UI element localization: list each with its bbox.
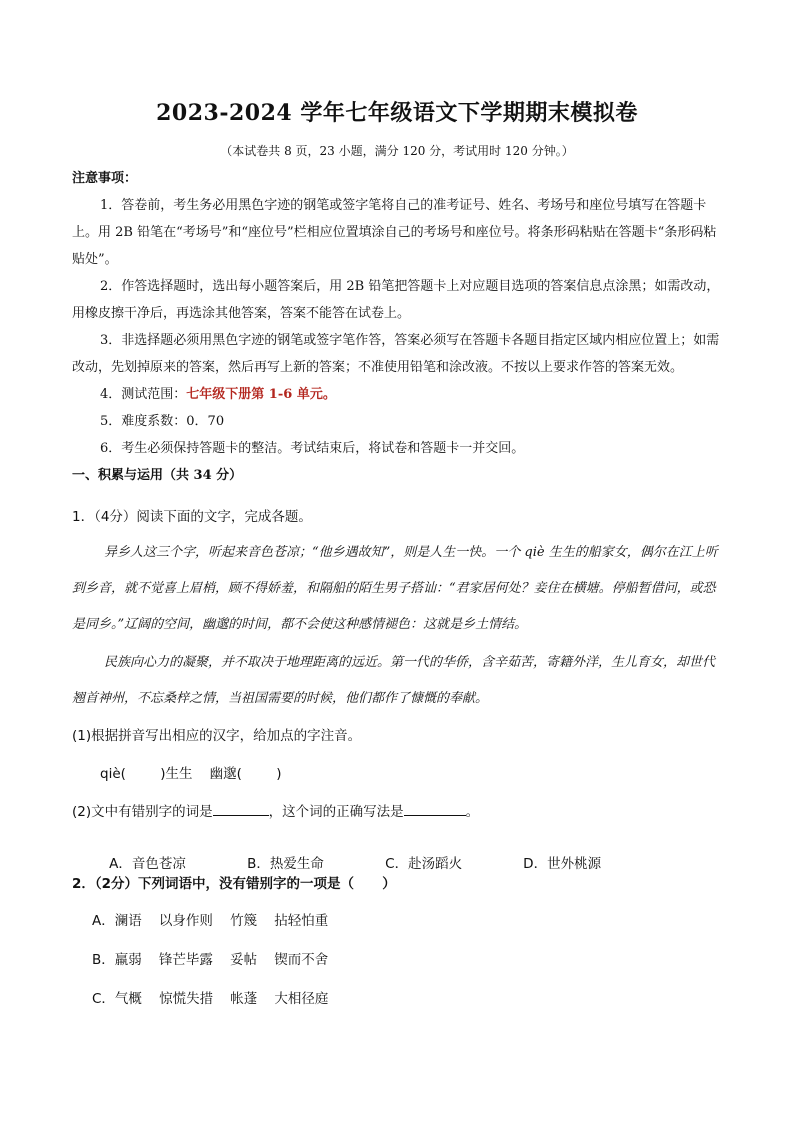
q1-stem: 1．（4分）阅读下面的文字，完成各题。	[72, 509, 312, 525]
notice-item-6: 6．考生必须保持答题卡的整洁。考试结束后，将试卷和答题卡一并交回。	[100, 441, 525, 456]
exam-subtitle: （本试卷共 8 页，23 小题，满分 120 分，考试用时 120 分钟。）	[220, 144, 574, 158]
test-scope: 七年级下册第 1-6 单元。	[186, 387, 336, 402]
q1-sub-2	[72, 800, 479, 820]
q2-option-b[interactable]: B．羸弱 锋芒毕露 妥帖 锲而不舍	[92, 952, 329, 968]
q1-sub-2-part-c: 。	[465, 804, 480, 820]
notice-item-4	[72, 381, 722, 408]
q1-sub-1: (1)根据拼音写出相应的汉字，给加点的字注音。	[72, 728, 362, 744]
notice-item-2: 2．作答选择题时，选出每小题答案后，用 2B 铅笔把答题卡上对应题目选项的答案信息点涂黑；如需改动，用橡皮擦干净后，再选涂其他答案，答案不能答在试卷上。	[72, 279, 720, 321]
q1-passage-para-1: 异乡人这三个字，听起来音色苍凉；“他乡遇故知”，则是人生一快。一个 qiè 生生的船家女，偶尔在江上听到乡音，就不觉喜上眉梢，顾不得娇羞，和隔船的陌生男子搭讪：“君家居何处？妾住在横塘。停船暂借问，或恐是同乡。”辽阔的空间，幽邈的时间，都不会使这种感情褪色：这就是乡土情结。	[72, 545, 718, 632]
q1-sub-1-fill: qiè( )生生 幽邈( )	[100, 766, 282, 782]
q1-option-b[interactable]: B．热爱生命	[247, 856, 324, 872]
q1-passage-para-2: 民族向心力的凝聚，并不取决于地理距离的远近。第一代的华侨，含辛茹苦，寄籍外洋，生儿育女，却世代翘首神州，不忘桑梓之情，当祖国需要的时候，他们都作了慷慨的奉献。	[72, 655, 716, 706]
q1-option-d[interactable]: D．世外桃源	[523, 856, 602, 872]
answer-blank-2[interactable]	[404, 801, 466, 816]
notice-item-1: 1．答卷前，考生务必用黑色字迹的钢笔或签字笔将自己的准考证号、姓名、考场号和座位号填写在答题卡上。用 2B 铅笔在“考场号”和“座位号”栏相应位置填涂自己的考场号和座位号。将条形码粘贴在答题卡“条形码粘贴处”。	[72, 198, 717, 267]
q2-option-c[interactable]: C．气概 惊慌失措 帐蓬 大相径庭	[92, 991, 329, 1007]
q1-sub-2-part-b: ，这个词的正确写法是	[268, 804, 404, 820]
notice-item-4-prefix: 4．测试范围：	[100, 387, 187, 402]
section-1-heading: 一、积累与运用（共 34 分）	[72, 468, 243, 483]
q1-sub-2-part-a: (2)文中有错别字的词是	[72, 804, 213, 820]
notice-item-5: 5．难度系数：0．70	[100, 414, 225, 429]
notice-item-3: 3．非选择题必须用黑色字迹的钢笔或签字笔作答，答案必须写在答题卡各题目指定区域内相应位置上；如需改动，先划掉原来的答案，然后再写上新的答案；不准使用铅笔和涂改液。不按以上要求作答的答案无效。	[72, 333, 720, 375]
exam-title: 2023-2024 学年七年级语文下学期期末模拟卷	[156, 100, 638, 126]
notice-heading: 注意事项：	[72, 171, 138, 186]
q2-stem: 2．（2分）下列词语中，没有错别字的一项是（ ）	[72, 876, 396, 892]
answer-blank-1[interactable]	[213, 801, 269, 816]
q1-option-a[interactable]: A．音色苍凉	[109, 856, 186, 872]
q2-option-a[interactable]: A．澜语 以身作则 竹篾 拈轻怕重	[92, 913, 329, 929]
q1-option-c[interactable]: C．赴汤蹈火	[385, 856, 463, 872]
